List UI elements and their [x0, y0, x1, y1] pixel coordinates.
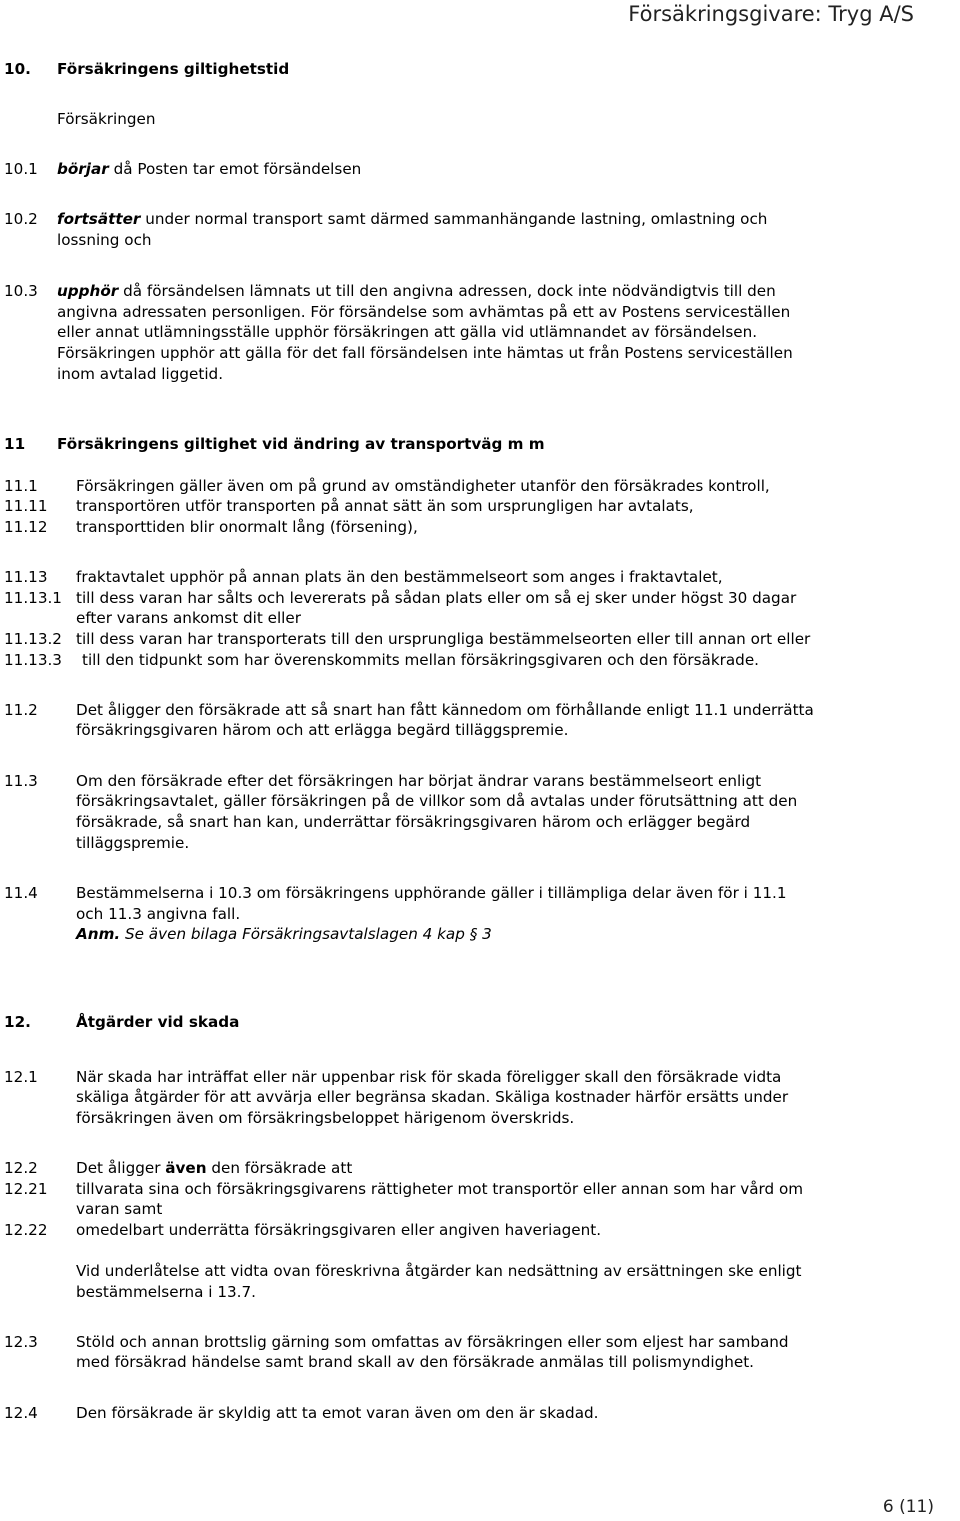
section-12-number: 12.: [4, 1013, 31, 1031]
section-10-heading: Försäkringens giltighetstid: [57, 60, 290, 78]
clause-11-13-1-number: 11.13.1: [4, 589, 62, 607]
clause-12-3-text: Stöld och annan brottslig gärning som omfattas av försäkringen eller som eljest har samband: [76, 1333, 789, 1351]
clause-10-3-number: 10.3: [4, 282, 38, 300]
clause-12-3-number: 12.3: [4, 1333, 38, 1351]
clause-12-1-line3: försäkringen även om försäkringsbeloppet härigenom överskrids.: [76, 1109, 575, 1127]
clause-11-3-line2: försäkringsavtalet, gäller försäkringen på de villkor som då avtalas under förutsättning att den: [76, 792, 798, 810]
clause-11-13-2-number: 11.13.2: [4, 630, 62, 648]
clause-12-note-text: Vid underlåtelse att vidta ovan föreskrivna åtgärder kan nedsättning av ersättningen ske enligt: [76, 1262, 802, 1280]
clause-11-4-number: 11.4: [4, 884, 38, 902]
clause-12-1-number: 12.1: [4, 1068, 38, 1086]
section-10-number: 10.: [4, 60, 31, 78]
clause-10-2-text: fortsätter under normal transport samt därmed sammanhängande lastning, omlastning och: [57, 210, 768, 228]
clause-12-3-line2: med försäkrad händelse samt brand skall av den försäkrade anmälas till polismyndighet.: [76, 1353, 754, 1371]
clause-11-1-text: Försäkringen gäller även om på grund av omständigheter utanför den försäkrades kontroll,: [76, 477, 770, 495]
clause-10-3-line5: inom avtalad liggetid.: [57, 365, 224, 383]
clause-10-3-text: upphör då försändelsen lämnats ut till den angivna adressen, dock inte nödvändigtvis till den: [57, 282, 776, 300]
clause-10-1-number: 10.1: [4, 160, 38, 178]
clause-11-4-line2: och 11.3 angivna fall.: [76, 905, 241, 923]
section-11-heading: Försäkringens giltighet vid ändring av transportväg m m: [57, 435, 545, 453]
clause-10-2-number: 10.2: [4, 210, 38, 228]
clause-10-3-line4: Försäkringen upphör att gälla för det fall försändelsen inte hämtas ut från Postens serviceställen: [57, 344, 793, 362]
clause-11-2-text: Det åligger den försäkrade att så snart han fått kännedom om förhållande enligt 11.1 underrätta: [76, 701, 814, 719]
clause-12-1-text: När skada har inträffat eller när uppenbar risk för skada föreligger skall den försäkrade vidta: [76, 1068, 782, 1086]
clause-11-11-number: 11.11: [4, 497, 48, 515]
clause-11-13-3-text: till den tidpunkt som har överenskommits mellan försäkringsgivaren och den försäkrade.: [82, 651, 759, 669]
clause-11-2-line2: försäkringsgivaren härom och att erlägga begärd tilläggspremie.: [76, 721, 569, 739]
clause-11-13-1-line2: efter varans ankomst dit eller: [76, 609, 301, 627]
clause-11-13-3-number: 11.13.3: [4, 651, 62, 669]
clause-11-3-line4: tilläggspremie.: [76, 834, 190, 852]
section-10-intro: Försäkringen: [57, 110, 156, 128]
clause-11-2-number: 11.2: [4, 701, 38, 719]
clause-10-1-text: börjar då Posten tar emot försändelsen: [57, 160, 362, 178]
clause-12-1-line2: skäliga åtgärder för att avvärja eller begränsa skadan. Skäliga kostnader härför ersätts under: [76, 1088, 789, 1106]
clause-11-4-text: Bestämmelserna i 10.3 om försäkringens upphörande gäller i tillämpliga delar även för i 11.1: [76, 884, 787, 902]
clause-12-22-number: 12.22: [4, 1221, 48, 1239]
clause-11-11-text: transportören utför transporten på annat sätt än som ursprungligen har avtalats,: [76, 497, 694, 515]
clause-12-21-text: tillvarata sina och försäkringsgivarens rättigheter mot transportör eller annan som har vård om: [76, 1180, 804, 1198]
clause-11-13-2-text: till dess varan har transporterats till den ursprungliga bestämmelseorten eller till annan ort eller: [76, 630, 811, 648]
clause-11-3-number: 11.3: [4, 772, 38, 790]
clause-11-1-number: 11.1: [4, 477, 38, 495]
clause-11-3-text: Om den försäkrade efter det försäkringen har börjat ändrar varans bestämmelseort enligt: [76, 772, 762, 790]
clause-12-note-line2: bestämmelserna i 13.7.: [76, 1283, 256, 1301]
clause-11-13-text: fraktavtalet upphör på annan plats än den bestämmelseort som anges i fraktavtalet,: [76, 568, 723, 586]
page-header-title: Försäkringsgivare: Tryg A/S: [628, 2, 914, 26]
section-12-heading: Åtgärder vid skada: [76, 1013, 240, 1031]
clause-10-3-line3: eller annat utlämningsställe upphör försäkringen att gälla vid utlämnandet av försändelsen.: [57, 323, 758, 341]
page-number: 6 (11): [882, 1497, 934, 1517]
clause-12-21-line2: varan samt: [76, 1200, 163, 1218]
annotation-note: Anm. Se även bilaga Försäkringsavtalslagen 4 kap § 3: [76, 925, 492, 943]
clause-12-4-text: Den försäkrade är skyldig att ta emot varan även om den är skadad.: [76, 1404, 599, 1422]
clause-11-13-1-text: till dess varan har sålts och levererats på sådan plats eller om så ej sker under högst 30 dagar: [76, 589, 797, 607]
clause-12-22-text: omedelbart underrätta försäkringsgivaren eller angiven haveriagent.: [76, 1221, 602, 1239]
clause-11-12-text: transporttiden blir onormalt lång (försening),: [76, 518, 418, 536]
clause-11-12-number: 11.12: [4, 518, 48, 536]
section-11-number: 11: [4, 435, 26, 453]
clause-12-2-number: 12.2: [4, 1159, 38, 1177]
clause-12-2-text: Det åligger även den försäkrade att: [76, 1159, 353, 1177]
clause-11-13-number: 11.13: [4, 568, 48, 586]
clause-12-21-number: 12.21: [4, 1180, 48, 1198]
clause-12-4-number: 12.4: [4, 1404, 38, 1422]
clause-11-3-line3: försäkrade, så snart han kan, underrättar försäkringsgivaren härom och erlägger begärd: [76, 813, 751, 831]
clause-10-3-line2: angivna adressaten personligen. För försändelse som avhämtas på ett av Postens serviceställen: [57, 303, 791, 321]
clause-10-2-line2: lossning och: [57, 231, 152, 249]
